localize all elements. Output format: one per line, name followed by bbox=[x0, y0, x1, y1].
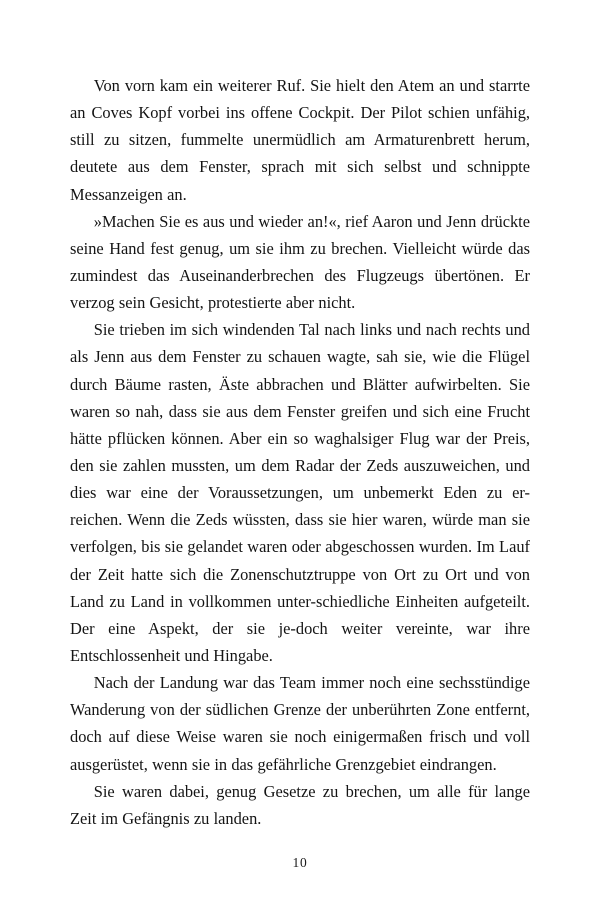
paragraph: »Machen Sie es aus und wieder an!«, rief Aaron und Jenn drückte seine Hand fest genug, um sie ihm zu brechen. Vielleicht würde das zumindest das Auseinanderbrechen des Flugzeugs übertönen. Er verzog sein Gesicht, protestierte aber nicht. bbox=[70, 211, 530, 313]
paragraph: Sie waren dabei, genug Gesetze zu brechen, um alle für lange Zeit im Gefängnis zu landen. bbox=[70, 781, 530, 828]
paragraph: Sie trieben im sich windenden Tal nach links und nach rechts und als Jenn aus dem Fenster zu schauen wagte, sah sie, wie die Flügel durch Bäume rasten, Äste abbrachen und Blätter aufwirbelten. Sie waren so nah, dass sie aus dem Fenster greifen und sich eine Frucht hätte pflücken können. Aber ein so waghalsiger Flug war der Preis, den sie zahlen mussten, um dem Radar der Zeds auszuweichen, und dies war eine der Voraussetzungen, um unbemerkt Eden zu er-reichen. Wenn die Zeds wüssten, dass sie hier waren, würde man sie verfolgen, bis sie gelandet waren oder abgeschossen wurden. Im Lauf der Zeit hatte sich die Zonenschutztruppe von Ort zu Ort und von Land zu Land in vollkommen unter-schiedliche Einheiten aufgeteilt. Der eine Aspekt, der sie je-doch weiter vereinte, war ihre Entschlossenheit und Hingabe. bbox=[70, 320, 530, 665]
body-text-column bbox=[70, 72, 530, 832]
paragraph: Von vorn kam ein weiterer Ruf. Sie hielt den Atem an und starrte an Coves Kopf vorbei ins offene Cockpit. Der Pilot schien unfähig, still zu sitzen, fummelte unermüdlich am Armaturenbrett herum, deutete aus dem Fenster, sprach mit sich selbst und schnippte Messanzeigen an. bbox=[70, 76, 530, 204]
page-number: 10 bbox=[292, 855, 308, 870]
paragraph: Nach der Landung war das Team immer noch eine sechsstündige Wanderung von der südlichen Grenze der unberührten Zone entfernt, doch auf diese Weise waren sie noch einigermaßen frisch und voll ausgerüstet, wenn sie in das gefährliche Grenzgebiet eindrangen. bbox=[70, 673, 530, 774]
